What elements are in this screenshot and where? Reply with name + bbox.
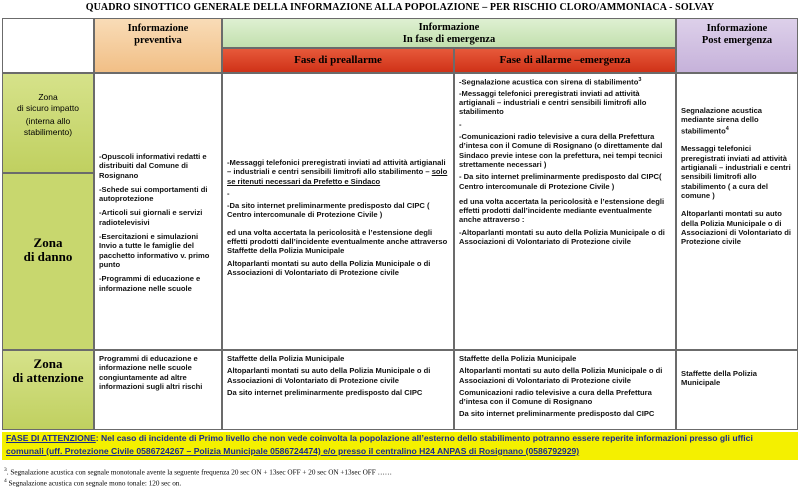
post-item2: Messaggi telefonici preregistrati inviati ad attività artigianali – industriali e centri sensibili limitrofi allo stabilimento ( a cura del comune ): [681, 144, 791, 200]
preallarme-item2: -Da sito internet preliminarmente predisposto dal CIPC ( Centro intercomunale di Protezione Civile ): [227, 201, 430, 220]
preventiva-attenzione-text: Programmi di educazione e informazione nelle scuole congiuntamente ad altre informazioni sugli altri rischi: [99, 354, 203, 391]
header-informazione-preventiva: [94, 18, 222, 73]
preventiva-item: -Opuscoli informativi redatti e distribuiti dal Comune di Rosignano: [99, 152, 207, 180]
allarme-item1-text: -Segnalazione acustica con sirena di stabilimento: [459, 77, 639, 87]
zone-attenzione: [2, 350, 94, 430]
footnote-3: [4, 466, 796, 477]
preallarme-item1-underlined: solo se ritenuti necessari da Prefetto e Sindaco: [227, 167, 448, 186]
preallarme-main-cell: [222, 73, 454, 350]
allarme-item5: ed una volta accertata la pericolosità e l’estensione degli effetti prodotti dall’incidente mediante eventualmente anche attraverso :: [459, 196, 665, 225]
preallarme-item1: [227, 158, 449, 186]
header-fase-allarme: [454, 48, 676, 73]
preallarme-attenzione-item: Altoparlanti montati su auto della Polizia Municipale o di Associazioni di Volontariato di Protezione civile: [227, 366, 431, 385]
preventiva-item: -Programmi di educazione e informazione nelle scuole: [99, 274, 201, 293]
zone-attenzione-line1: Zona: [33, 356, 63, 371]
allarme-item6: -Altoparlanti montati su auto della Polizia Municipale o di Associazioni di Volontariato di Protezione civile: [459, 227, 665, 246]
zone-sicuro-line3: (interna allo stabilimento): [23, 116, 73, 137]
preventiva-item: -Esercitazioni e simulazioni Invio a tutte le famiglie del pacchetto informativo v. primo punto: [99, 232, 210, 269]
header-post-line2: Post emergenza: [701, 35, 773, 46]
preallarme-dash: -: [227, 188, 230, 198]
document-title: QUADRO SINOTTICO GENERALE DELLA INFORMAZIONE ALLA POPOLAZIONE – PER RISCHIO CLORO/AMMONIACA - SOLVAY: [85, 2, 715, 13]
allarme-main-cell: [454, 73, 676, 350]
allarme-attenzione-cell: [454, 350, 676, 430]
zone-sicuro-line2: di sicuro impatto: [17, 103, 79, 113]
header-allarme-label: Fase di allarme –emergenza: [499, 54, 631, 66]
warning-line1-text: : Nel caso di incidente di Primo livello che non vede coinvolta la popolazione all’esterno dello stabilimento potranno essere reperite informazioni presso gli uffici: [95, 433, 753, 443]
preallarme-item4: Altoparlanti montati su auto della Polizia Municipale o di Associazioni di Volontariato di Protezione civile: [227, 258, 431, 277]
preventiva-main-cell: [94, 73, 222, 350]
header-informazione-emergenza: [222, 18, 676, 48]
allarme-attenzione-item: Da sito internet preliminarmente predisposto dal CIPC: [459, 409, 655, 419]
post-item1-sup: 4: [725, 125, 729, 132]
header-emergenza-line1: Informazione: [418, 22, 480, 33]
warning-label: FASE DI ATTENZIONE: [6, 433, 96, 443]
allarme-attenzione-item: Altoparlanti montati su auto della Polizia Municipale o di Associazioni di Volontariato di Protezione civile: [459, 366, 663, 385]
preventiva-item: -Schede sui comportamenti di autoprotezione: [99, 184, 208, 204]
post-attenzione-text: Staffette della Polizia Municipale: [681, 369, 757, 388]
post-item3: Altoparlanti montati su auto della Polizia Municipale o di Associazioni di Volontariato di Protezione civile: [681, 209, 791, 247]
footnote-3-sup: 3: [4, 467, 7, 473]
header-fase-preallarme: [222, 48, 454, 73]
zone-danno-line1: Zona: [33, 235, 63, 250]
zone-attenzione-line2: di attenzione: [12, 370, 84, 385]
header-informazione-post-emergenza: [676, 18, 798, 73]
allarme-item3: -Comunicazioni radio televisive a cura della Prefettura d’intesa con il Comune di Rosignano (o direttamente dal Sindaco previe intese con la prefettura, nei tempi tecnici strettamente necessari ): [459, 132, 663, 169]
allarme-attenzione-item: Staffette della Polizia Municipale: [459, 354, 577, 363]
preallarme-item1-text: -Messaggi telefonici preregistrati inviati ad attività artigianali – industriali e centri sensibili limitrofi allo stabilimento –: [227, 158, 446, 177]
zone-sicuro-line1: Zona: [38, 92, 58, 102]
post-main-cell: [676, 73, 798, 350]
warning-line2: comunali (uff. Protezione Civile 0586724267 – Polizia Municipale 0586724474) e/o presso il centralino H24 ANPAS di Rosignano (0586792929): [6, 446, 580, 456]
footnote-4: [4, 477, 796, 488]
header-post-line1: Informazione: [706, 23, 768, 34]
corner-cell: [2, 18, 94, 73]
header-preventiva-line1: Informazione: [127, 23, 189, 34]
zone-danno-line2: di danno: [23, 249, 73, 264]
allarme-item1-sup: 3: [638, 77, 642, 83]
preallarme-attenzione-item: Staffette della Polizia Municipale: [227, 354, 345, 363]
preventiva-attenzione-cell: [94, 350, 222, 430]
allarme-item1: [459, 76, 671, 87]
warning-line1: [6, 432, 798, 445]
preventiva-item: -Articoli sui giornali e servizi radiotelevisivi: [99, 208, 203, 227]
preallarme-item3: ed una volta accertata la pericolosità e l’estensione degli effetti prodotti dall’incidente eventualmente anche attraverso Staffette della Polizia Municipale: [227, 227, 448, 256]
footnote-3-text: . Segnalazione acustica con segnale monotonale avente la seguente frequenza 20 sec ON + 13sec OFF + 20 sec ON +13sec OFF ……: [6, 468, 392, 477]
header-preallarme-label: Fase di preallarme: [294, 54, 382, 66]
allarme-item2: -Messaggi telefonici preregistrati inviati ad attività artigianali – industriali e centri sensibili limitrofi allo stabilimento: [459, 88, 647, 117]
footnote-4-text: Segnalazione acustica con segnale mono tonale: 120 sec on.: [6, 479, 182, 488]
header-preventiva-line2: preventiva: [134, 35, 182, 46]
preallarme-attenzione-item: Da sito internet preliminarmente predisposto dal CIPC: [227, 387, 423, 397]
fase-attenzione-banner: [2, 432, 798, 460]
footnote-4-sup: 4: [4, 478, 7, 484]
preallarme-attenzione-cell: [222, 350, 454, 430]
post-item1: [681, 106, 793, 135]
zone-sicuro-impatto: [2, 73, 94, 173]
allarme-dash: -: [459, 119, 462, 129]
allarme-item4: - Da sito internet preliminarmente predisposto dal CIPC( Centro intercomunale di Protezione Civile ): [459, 172, 662, 191]
allarme-attenzione-item: Comunicazioni radio televisive a cura della Prefettura d’intesa con il Comune di Rosignano: [459, 387, 652, 407]
post-item1-text: Segnalazione acustica mediante sirena dello stabilimento: [681, 106, 763, 136]
post-attenzione-cell: [676, 350, 798, 430]
zone-danno: [2, 173, 94, 350]
header-emergenza-line2: In fase di emergenza: [402, 34, 496, 45]
